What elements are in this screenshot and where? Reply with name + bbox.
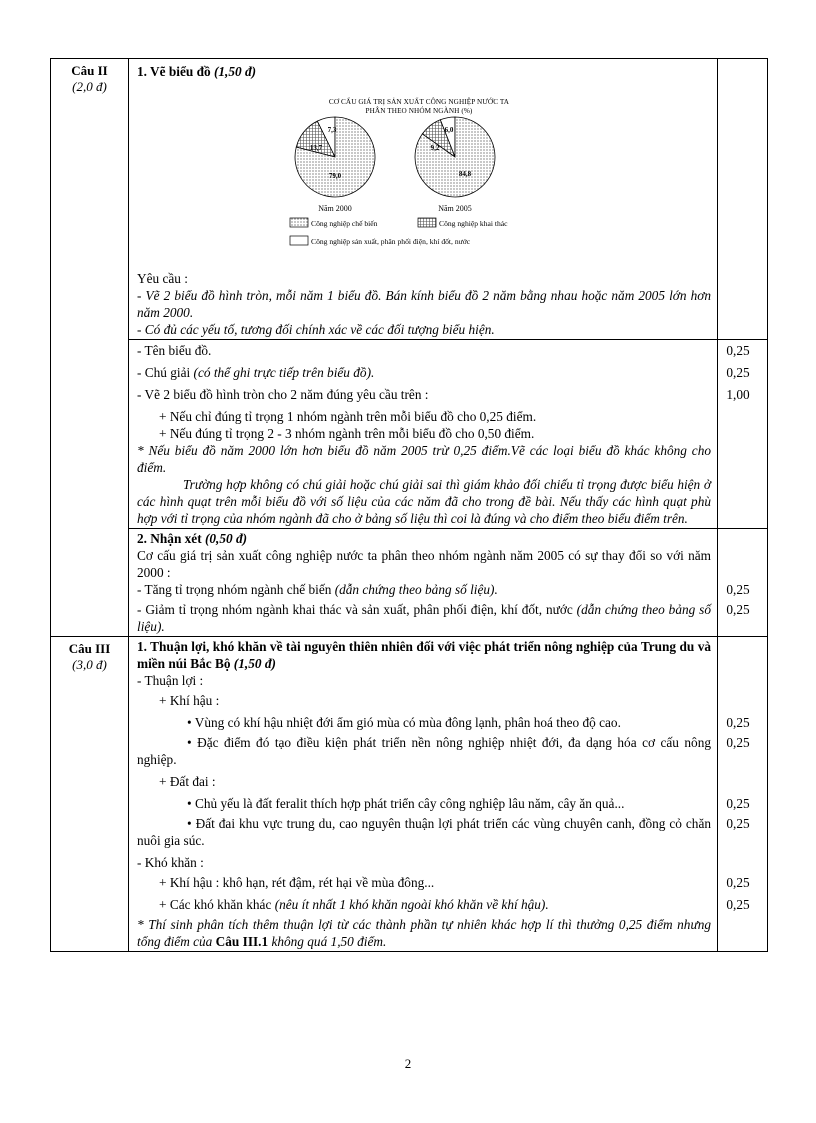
- legend-label-khai-thac: Công nghiệp khai thác: [439, 219, 508, 228]
- content-cell: [129, 340, 750, 529]
- legend-label-che-bien: Công nghiệp chế biến: [311, 219, 378, 228]
- content-cell: [129, 59, 718, 340]
- chart-title-line1: CƠ CẤU GIÁ TRỊ SẢN XUẤT CÔNG NGHIỆP NƯỚC TA: [328, 98, 510, 106]
- content-cell: [129, 637, 750, 952]
- note-1: * Nếu biểu đồ năm 2000 lớn hơn biểu đồ năm 2005 trừ 0,25 điểm.Vẽ các loại biểu đồ khác không cho điểm.: [137, 443, 711, 475]
- requirement-2: - Có đủ các yếu tố, tương đối chính xác về các đối tượng biểu hiện.: [137, 322, 495, 337]
- score-cell: [718, 59, 768, 340]
- legend-swatch-dien: [290, 236, 308, 245]
- table-row: [51, 340, 768, 529]
- criterion-draw-a: + Nếu chỉ đúng tỉ trọng 1 nhóm ngành trên mỗi biểu đồ cho 0,25 điểm.: [159, 409, 537, 424]
- table-row: [51, 59, 768, 340]
- question-score: (2,0 đ): [72, 79, 107, 94]
- difficulty-1: + Khí hậu : khô hạn, rét đậm, rét hại về mùa đông... 0,25: [129, 874, 717, 891]
- soil-point-2: • Đất đai khu vực trung du, cao nguyên thuận lợi phát triển các vùng chuyên canh, đồng cỏ chăn nuôi gia súc. 0,25: [129, 815, 717, 849]
- score-value: 1,00: [726, 387, 750, 402]
- question-cell: [51, 59, 129, 637]
- pie-label-0-1: 13,7: [309, 144, 323, 152]
- table-row: [51, 637, 768, 952]
- climate-point-2: • Đặc điểm đó tạo điều kiện phát triển nền nông nghiệp nhiệt đới, đa dạng hóa cơ cấu nông nghiệp. 0,25: [129, 734, 717, 768]
- score-value: 0,25: [726, 715, 750, 730]
- comment-a: - Tăng tỉ trọng nhóm ngành chế biến (dẫn chứng theo bảng số liệu). 0,25: [129, 581, 717, 598]
- question-name: Câu II: [71, 63, 108, 78]
- page-number: 2: [404, 1056, 412, 1071]
- content-cell: [129, 529, 750, 637]
- soil-title: + Đất đai :: [159, 774, 216, 789]
- question-name: Câu III: [68, 641, 111, 656]
- climate-title: + Khí hậu :: [159, 693, 220, 708]
- legend-swatch-khai-thac: [418, 218, 436, 227]
- comment-b: - Giảm tỉ trọng nhóm ngành khai thác và sản xuất, phân phối điện, khí đốt, nước (dẫn chứng theo bảng số liệu). 0,25: [129, 601, 717, 636]
- bonus-note: * Thí sinh phân tích thêm thuận lợi từ các thành phần tự nhiên khác hợp lí thì thưởng 0,25 điểm nhưng tổng điểm của Câu III.1 không quá 1,50 điểm.: [137, 917, 711, 949]
- score-value: 0,25: [726, 735, 750, 750]
- advantages-title: - Thuận lợi :: [137, 673, 204, 688]
- pie-charts-svg: [129, 80, 709, 260]
- pie-label-0-0: 79,0: [328, 172, 342, 180]
- criterion-draw: - Vẽ 2 biểu đồ hình tròn cho 2 năm đúng yêu cầu trên : 1,00: [129, 386, 717, 403]
- comment-intro: Cơ cấu giá trị sản xuất công nghiệp nước ta phân theo nhóm ngành năm 2005 có sự thay đổi so với năm 2000 :: [137, 548, 711, 580]
- pie-label-1-2: 6,0: [444, 126, 454, 134]
- pie-label-0-2: 7,3: [327, 126, 337, 134]
- question-cell: [51, 637, 129, 952]
- section-title: 2. Nhận xét (0,50 đ): [137, 531, 248, 546]
- soil-point-1: • Chủ yếu là đất feralit thích hợp phát triển cây công nghiệp lâu năm, cây ăn quả... 0,25: [129, 795, 717, 812]
- chart-title-line2: PHÂN THEO NHÓM NGÀNH (%): [365, 107, 473, 115]
- score-value: 0,25: [726, 602, 750, 617]
- legend-label-dien: Công nghiệp sản xuất, phân phối điện, khí đốt, nước: [311, 237, 471, 246]
- score-value: 0,25: [726, 796, 750, 811]
- score-value: 0,25: [726, 897, 750, 912]
- criterion-legend: - Chú giải (có thể ghi trực tiếp trên biểu đồ). 0,25: [129, 364, 717, 381]
- legend-swatch-che-bien: [290, 218, 308, 227]
- difficulties-title: - Khó khăn :: [137, 855, 204, 870]
- score-value: 0,25: [726, 816, 750, 831]
- criterion-draw-b: + Nếu đúng tỉ trọng 2 - 3 nhóm ngành trên mỗi biểu đồ cho 0,50 điểm.: [159, 426, 535, 441]
- criterion-title: - Tên biểu đồ. 0,25: [129, 342, 717, 359]
- pie-year-label-0: Năm 2000: [318, 204, 352, 213]
- score-value: 0,25: [726, 875, 750, 890]
- note-2: Trường hợp không có chú giải hoặc chú giải sai thì giám khảo đối chiếu tỉ trọng được biểu hiện ở các hình quạt trên mỗi biểu đồ với số liệu của các năm đã cho trong đề bài. Nếu thấy các hình quạt phù hợp với tỉ trọng của nhóm ngành đã cho ở bảng số liệu thì coi là đúng và cho điểm theo biểu điểm trên.: [137, 477, 711, 526]
- marking-table: [50, 58, 768, 952]
- score-value: 0,25: [726, 582, 750, 597]
- table-row: [51, 529, 768, 637]
- requirements-title: Yêu cầu :: [137, 271, 188, 286]
- pie-chart-figure: [129, 80, 709, 260]
- score-value: 0,25: [726, 343, 750, 358]
- climate-point-1: • Vùng có khí hậu nhiệt đới ẩm gió mùa có mùa đông lạnh, phân hoá theo độ cao. 0,25: [129, 714, 717, 731]
- requirement-1: - Vẽ 2 biểu đồ hình tròn, mỗi năm 1 biểu đồ. Bán kính biểu đồ 2 năm bằng nhau hoặc năm 2005 lớn hơn năm 2000.: [137, 288, 711, 320]
- difficulty-2: + Các khó khăn khác (nêu ít nhất 1 khó khăn ngoài khó khăn về khí hậu). 0,25: [129, 896, 717, 913]
- pie-year-label-1: Năm 2005: [438, 204, 472, 213]
- pie-label-1-1: 9,2: [430, 144, 440, 152]
- score-value: 0,25: [726, 365, 750, 380]
- pie-label-1-0: 84,8: [458, 170, 472, 178]
- section-title: 1. Vẽ biểu đồ (1,50 đ): [137, 64, 257, 79]
- question-score: (3,0 đ): [72, 657, 107, 672]
- answer-sheet: [50, 58, 768, 952]
- section-title: 1. Thuận lợi, khó khăn về tài nguyên thiên nhiên đối với việc phát triển nông nghiệp của Trung du và miền núi Bắc Bộ (1,50 đ): [137, 639, 711, 671]
